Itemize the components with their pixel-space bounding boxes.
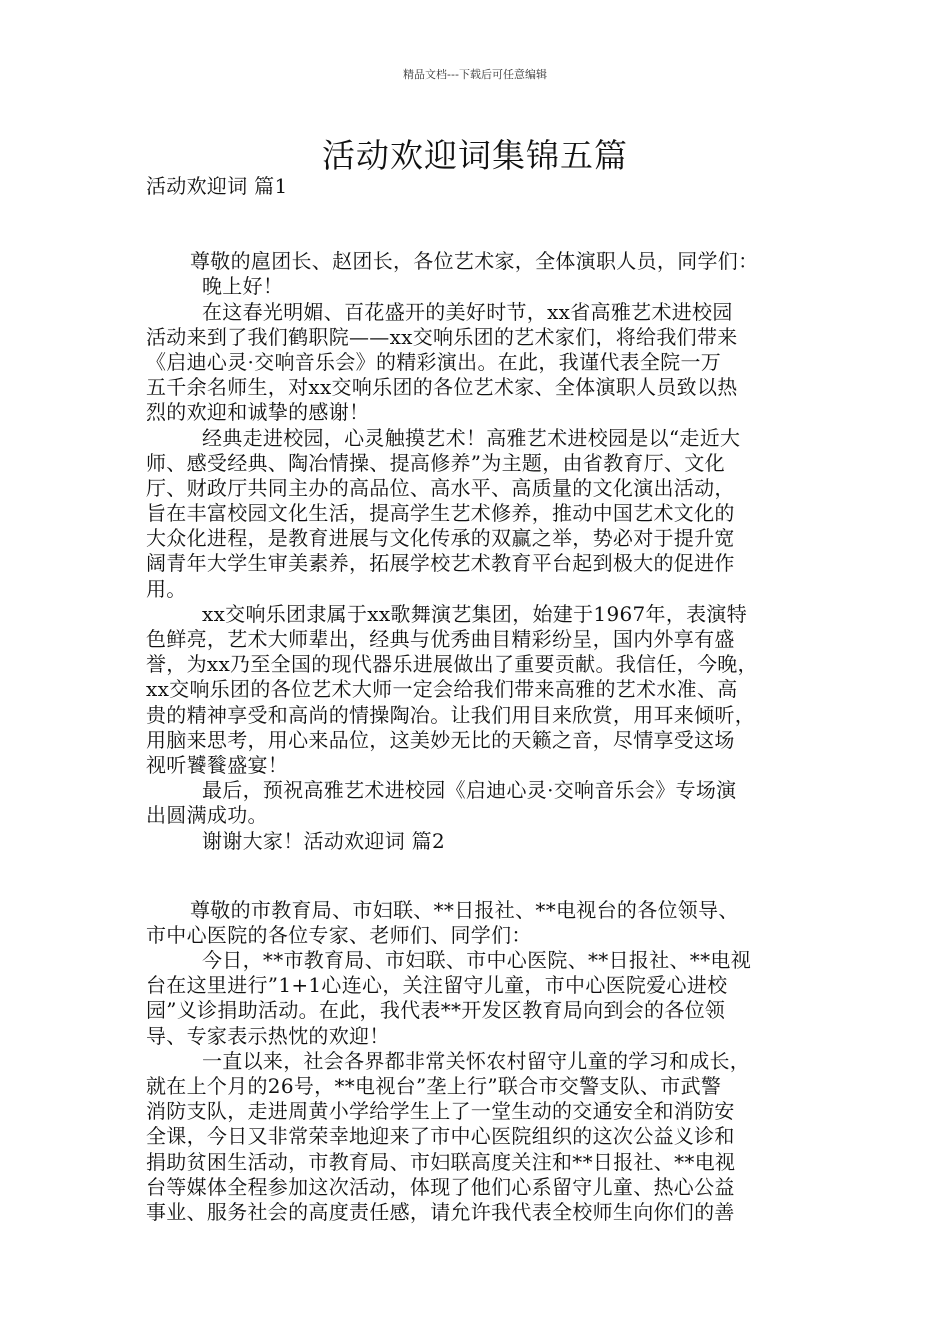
paragraph-6 (146, 1049, 822, 1225)
paragraph-line: 消防支队，走进周黄小学给学生上了一堂生动的交通安全和消防安 (146, 1099, 735, 1124)
paragraph-line: 誉，为xx乃至全国的现代器乐进展做出了重要贡献。我信任，今晚， (146, 652, 758, 677)
paragraph-line: 视听饕餮盛宴！ (146, 752, 289, 777)
paragraph-line: 《启迪心灵·交响音乐会》的精彩演出。在此，我谨代表全院一万 (146, 349, 722, 374)
paragraph-line: 经典走进校园，心灵触摸艺术！高雅艺术进校园是以“走近大 (202, 425, 741, 450)
document-body (146, 174, 822, 1225)
paragraph-line: 一直以来，社会各界都非常关怀农村留守儿童的学习和成长， (202, 1048, 751, 1073)
paragraph-line: 导、专家表示热忱的欢迎！ (146, 1023, 390, 1048)
paragraph-line: 就在上个月的26号，**电视台”垄上行”联合市交警支队、市武警 (146, 1074, 722, 1098)
spacer (146, 199, 822, 249)
paragraph-line: 五千余名师生，对xx交响乐团的各位艺术家、全体演职人员致以热 (146, 375, 738, 400)
paragraph-line: 阔青年大学生审美素养，拓展学校艺术教育平台起到极大的促进作 (146, 551, 735, 576)
paragraph-line: 师、感受经典、陶冶情操、提高修养”为主题，由省教育厅、文化 (146, 450, 725, 475)
paragraph-5 (146, 948, 822, 1049)
paragraph-line: 事业、服务社会的高度责任感，请允许我代表全校师生向你们的善 (146, 1199, 735, 1224)
paragraph-line: 烈的欢迎和诚挚的感谢！ (146, 400, 370, 425)
paragraph-2 (146, 426, 822, 602)
paragraph-line: 台等媒体全程参加这次活动，体现了他们心系留守儿童、热心公益 (146, 1174, 735, 1199)
spacer (146, 854, 822, 898)
paragraph-line: 尊敬的市教育局、市妇联、**日报社、**电视台的各位领导、 (190, 897, 739, 922)
paragraph-line: 贵的精神享受和高尚的情操陶冶。让我们用目来欣赏，用耳来倾听， (146, 702, 755, 727)
paragraph-line: 旨在丰富校园文化生活，提高学生艺术修养，推动中国艺术文化的 (146, 501, 735, 526)
paragraph-line: 活动来到了我们鹤职院——xx交响乐团的艺术家们，将给我们带来 (146, 324, 738, 349)
paragraph-line: 出圆满成功。 (146, 803, 268, 828)
paragraph-line: 全课，今日又非常荣幸地迎来了市中心医院组织的这次公益义诊和 (146, 1124, 735, 1149)
paragraph-line: 厅、财政厅共同主办的高品位、高水平、高质量的文化演出活动， (146, 475, 735, 500)
paragraph-line: 大众化进程，是教育进展与文化传承的双赢之举，势必对于提升宽 (146, 526, 735, 551)
salutation: 尊敬的扈团长、赵团长，各位艺术家，全体演职人员，同学们： (190, 249, 759, 274)
paragraph-line: 捐助贫困生活动，市教育局、市妇联高度关注和**日报社、**电视 (146, 1149, 736, 1174)
document-title: 活动欢迎词集锦五篇 (322, 136, 628, 175)
header-note: 精品文档---下载后可任意编辑 (403, 68, 547, 81)
section-heading-1: 活动欢迎词 篇1 (146, 174, 288, 198)
salutation-2 (146, 898, 822, 948)
paragraph-line: 市中心医院的各位专家、老师们、同学们： (146, 922, 532, 947)
paragraph-line: 最后，预祝高雅艺术进校园《启迪心灵·交响音乐会》专场演 (202, 778, 737, 803)
paragraph-line: 台在这里进行”1+1心连心，关注留守儿童，市中心医院爱心进校 (146, 973, 728, 998)
paragraph-line: 色鲜亮，艺术大师辈出，经典与优秀曲目精彩纷呈，国内外享有盛 (146, 627, 735, 651)
paragraph-line: 园”义诊捐助活动。在此，我代表**开发区教育局向到会的各位领 (146, 998, 726, 1023)
paragraph-line: 用。 (146, 576, 187, 601)
greeting: 晚上好！ (202, 274, 284, 299)
paragraph-3 (146, 602, 822, 778)
closing-and-section-heading-2: 谢谢大家！活动欢迎词 篇2 (202, 828, 445, 853)
paragraph-4 (146, 778, 822, 828)
paragraph-line: xx交响乐团的各位艺术大师一定会给我们带来高雅的艺术水准、高 (146, 677, 738, 702)
paragraph-line: 今日，**市教育局、市妇联、市中心医院、**日报社、**电视 (202, 948, 751, 973)
paragraph-line: 在这春光明媚、百花盛开的美好时节，xx省高雅艺术进校园 (202, 299, 733, 324)
paragraph-line: 用脑来思考，用心来品位，这美妙无比的天籁之音，尽情享受这场 (146, 727, 735, 752)
paragraph-1 (146, 300, 822, 426)
paragraph-line: xx交响乐团隶属于xx歌舞演艺集团，始建于1967年，表演特 (202, 601, 748, 626)
